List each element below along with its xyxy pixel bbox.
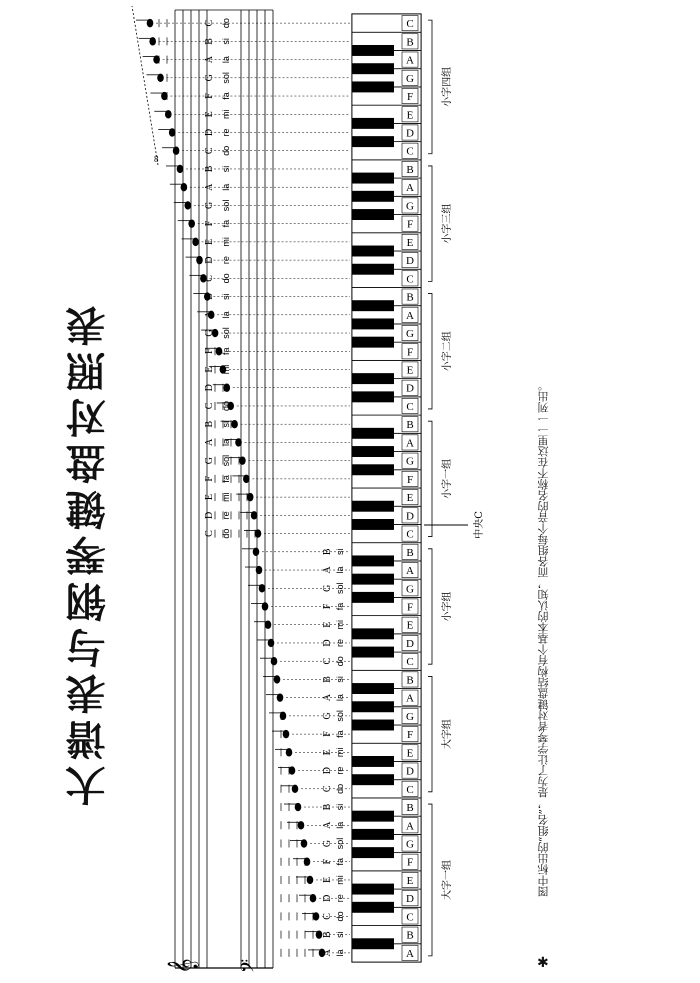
staff-note-solfege: fa (221, 219, 231, 228)
staff-note-solfege: fa (335, 730, 345, 738)
bass-clef-icon: 𝄢 (238, 958, 263, 974)
black-key (352, 264, 394, 275)
staff-note-solfege: la (335, 694, 345, 702)
white-key-label: F (406, 346, 414, 359)
staff-note-solfege: mi (335, 619, 345, 630)
white-key-label: E (406, 619, 414, 632)
white-key-label: C (406, 273, 414, 286)
group-label: 小字二组 (442, 331, 453, 372)
staff-note-solfege: fa (221, 475, 231, 483)
page-title: 大谱表与钢琴键盘对照表 (66, 300, 112, 806)
staff-note-letter: D (204, 511, 215, 519)
group-bracket (428, 20, 432, 154)
piano-keyboard (352, 14, 421, 962)
white-key-label: D (406, 893, 414, 906)
staff-note-letter: C (204, 402, 215, 410)
group-label: 大字组 (442, 719, 453, 750)
white-key-label: C (406, 400, 414, 413)
white-key-label: A (406, 54, 414, 67)
white-key-label: B (406, 929, 414, 942)
staff-note-letter: D (322, 639, 333, 647)
black-key (352, 391, 394, 402)
staff-note-letter: B (204, 293, 215, 300)
staff-note-solfege: la (335, 949, 345, 957)
staff-note-solfege: re (335, 766, 345, 775)
white-key-label: G (406, 710, 414, 723)
staff-note-letter: C (204, 275, 215, 282)
black-key (352, 519, 394, 530)
white-key-label: D (406, 765, 414, 778)
staff-note-solfege: do (221, 528, 231, 539)
staff-note-solfege: sol (221, 199, 231, 212)
staff-note-solfege: sol (335, 710, 345, 722)
staff-note-solfege: fa (335, 857, 345, 866)
black-key (352, 81, 394, 92)
staff-note-solfege: do (335, 656, 345, 667)
staff-note-solfege: si (221, 420, 231, 428)
staff-note-solfege: do (335, 783, 345, 794)
black-key (352, 246, 394, 257)
black-key (352, 63, 394, 74)
staff-note-solfege: mi (335, 875, 345, 885)
white-key-label: G (406, 328, 414, 341)
staff-note-letter: C (322, 913, 333, 920)
staff-note-letter: C (204, 530, 215, 537)
staff-note-solfege: do (221, 400, 231, 411)
black-key (352, 884, 394, 895)
staff-note-letter: B (204, 165, 215, 173)
staff-note-solfege: si (221, 38, 231, 45)
staff-note-letter: F (204, 476, 215, 482)
group-bracket (428, 676, 432, 791)
staff-note-letter: D (204, 128, 215, 137)
staff-note-solfege: mi (221, 492, 231, 502)
group-bracket (428, 294, 432, 409)
staff-note-letter: C (322, 785, 333, 793)
group-bracket (428, 421, 432, 536)
white-key-label: B (406, 802, 414, 815)
white-key-label: A (406, 820, 414, 833)
staff-note-letter: D (204, 384, 215, 392)
staff-note-letter: G (322, 712, 333, 720)
black-key (352, 756, 394, 767)
note-labels (204, 18, 345, 956)
white-key-label: B (406, 163, 414, 176)
staff-note-letter: G (204, 201, 215, 210)
black-key (352, 647, 394, 658)
white-key-label: A (406, 692, 414, 705)
white-key-label: G (406, 455, 414, 468)
staff-note-solfege: la (335, 566, 345, 574)
staff-note-letter: A (204, 55, 215, 64)
white-key-label: A (406, 309, 414, 322)
group-label: 小字四组 (442, 66, 453, 107)
staff-note-solfege: re (221, 511, 231, 520)
staff-note-letter: A (322, 566, 333, 574)
black-key (352, 446, 394, 457)
white-key-label: B (406, 291, 414, 304)
group-label: 小字一组 (442, 458, 453, 499)
black-key (352, 847, 394, 858)
black-key (352, 337, 394, 348)
black-key (352, 118, 394, 129)
staff-note-letter: C (204, 19, 215, 27)
staff-note-letter: A (204, 311, 215, 319)
staff-note-letter: B (322, 931, 333, 938)
staff-note-solfege: mi (221, 364, 231, 375)
staff-note-solfege: fa (221, 92, 231, 100)
staff-note-letter: E (204, 238, 215, 245)
black-key (352, 701, 394, 712)
grand-staff (132, 6, 273, 974)
staff-note-solfege: mi (221, 237, 231, 247)
staff-note-letter: E (322, 749, 333, 756)
staff-note-letter: D (204, 256, 215, 264)
staff-note-letter: G (204, 74, 215, 82)
staff-note-solfege: fa (221, 347, 231, 356)
white-key-label: C (406, 18, 414, 31)
staff-note-letter: A (322, 821, 333, 829)
staff-note-solfege: re (221, 256, 231, 265)
staff-note-letter: E (204, 494, 215, 501)
black-key (352, 136, 394, 147)
white-key-label: F (406, 729, 414, 742)
white-key-label: D (406, 127, 414, 140)
white-key-label: E (406, 364, 414, 377)
white-key-label: E (406, 236, 414, 249)
black-key (352, 191, 394, 202)
staff-note-letter: B (322, 676, 333, 683)
white-key-label: F (406, 91, 414, 104)
black-key (352, 774, 394, 785)
staff-note-solfege: si (335, 548, 345, 556)
staff-note-solfege: sol (221, 72, 231, 84)
white-key-label: E (406, 747, 414, 760)
white-key-label: B (406, 36, 414, 49)
white-key-label: E (406, 874, 414, 887)
staff-note-solfege: si (335, 803, 345, 811)
staff-note-solfege: mi (221, 109, 231, 120)
staff-note-letter: B (322, 803, 333, 811)
staff-note-solfege: do (221, 273, 231, 284)
white-key-label: E (406, 109, 414, 122)
white-key-label: A (406, 947, 414, 960)
black-key (352, 373, 394, 384)
staff-note-solfege: la (335, 821, 345, 829)
black-key (352, 173, 394, 184)
black-key (352, 811, 394, 822)
black-key (352, 318, 394, 329)
white-key-label: D (406, 255, 414, 268)
white-key-label: F (406, 856, 414, 869)
white-key-label: B (406, 546, 414, 559)
white-key-label: G (406, 838, 414, 851)
group-bracket (428, 804, 432, 956)
black-key (352, 938, 394, 949)
group-bracket (428, 166, 432, 281)
staff-note-letter: G (322, 584, 333, 592)
staff-note-solfege: la (221, 438, 231, 446)
white-key-label: F (406, 218, 414, 231)
staff-note-letter: E (322, 621, 333, 628)
staff-note-solfege: re (221, 383, 231, 392)
black-key (352, 720, 394, 731)
staff-note-solfege: la (221, 56, 231, 64)
black-key (352, 428, 394, 439)
black-key (352, 464, 394, 475)
white-key-label: E (406, 492, 414, 505)
staff-note-solfege: sol (335, 582, 345, 595)
staff-note-letter: A (204, 183, 215, 191)
staff-note-letter: F (204, 220, 215, 227)
staff-note-solfege: sol (221, 327, 231, 339)
white-key-label: A (406, 437, 414, 450)
staff-note-letter: A (322, 694, 333, 702)
staff-note-solfege: do (221, 18, 231, 29)
staff-note-solfege: sol (221, 454, 231, 467)
middle-c-label: 中央C (474, 511, 485, 539)
white-key-label: D (406, 637, 414, 650)
staff-note-solfege: si (335, 931, 345, 938)
staff-note-solfege: si (221, 165, 231, 173)
white-key-label: C (406, 656, 414, 669)
staff-note-solfege: re (335, 894, 345, 903)
staff-note-solfege: fa (335, 602, 345, 611)
staff-note-solfege: do (335, 911, 345, 922)
group-label: 大字一组 (442, 859, 453, 900)
white-key-label: G (406, 72, 414, 85)
black-key (352, 592, 394, 603)
staff-note-letter: G (204, 329, 215, 337)
staff-note-letter: C (204, 147, 215, 155)
white-key-label: D (406, 382, 414, 395)
staff-note-letter: B (204, 38, 215, 45)
white-key-label: D (406, 510, 414, 523)
white-key-label: F (406, 473, 414, 486)
staff-note-solfege: si (335, 676, 345, 683)
staff-note-solfege: si (221, 293, 231, 300)
white-key-label: C (406, 145, 414, 158)
staff-note-solfege: do (221, 145, 231, 156)
white-key-label: C (406, 911, 414, 924)
treble-clef-icon: 𝄞 (168, 958, 198, 974)
staff-notes (136, 19, 350, 957)
white-key-label: F (406, 601, 414, 614)
staff-note-letter: F (204, 348, 215, 355)
staff-note-solfege: re (335, 638, 345, 647)
black-key (352, 555, 394, 566)
staff-note-letter: F (322, 858, 333, 865)
black-key (352, 902, 394, 913)
white-key-label: A (406, 182, 414, 195)
group-label: 小字三组 (442, 203, 453, 244)
staff-note-letter: C (322, 657, 333, 665)
black-key (352, 683, 394, 694)
white-key-label: B (406, 674, 414, 687)
staff-note-letter: G (322, 839, 333, 848)
group-label: 小字组 (442, 591, 453, 622)
staff-note-letter: B (322, 548, 333, 556)
ottava-line (132, 6, 158, 165)
staff-note-letter: E (322, 876, 333, 884)
staff-note-letter: B (204, 420, 215, 428)
staff-note-letter: A (322, 949, 333, 957)
staff-note-solfege: sol (335, 837, 345, 850)
staff-note-solfege: la (221, 183, 231, 191)
staff-note-letter: F (204, 93, 215, 99)
footnote-star-icon: ✱ (537, 955, 549, 971)
staff-note-solfege: mi (335, 747, 345, 758)
black-key (352, 300, 394, 311)
staff-note-letter: E (204, 366, 215, 373)
staff-note-solfege: re (221, 128, 231, 137)
black-key (352, 574, 394, 585)
white-key-label: C (406, 783, 414, 796)
octave-groups (424, 20, 485, 956)
black-key (352, 45, 394, 56)
staff-note-solfege: la (221, 311, 231, 319)
black-key (352, 829, 394, 840)
staff-note-letter: D (322, 766, 333, 775)
white-key-label: B (406, 419, 414, 432)
staff-note-letter: G (204, 457, 215, 465)
black-key (352, 628, 394, 639)
white-key-label: G (406, 200, 414, 213)
staff-note-letter: D (322, 894, 333, 902)
footnote: 图中标出的“组名”，是为了让学琴者对键盘结构有个基本的认知，而各组每个音的名称不在这里一一列出。 (537, 380, 550, 898)
ottava-mark: 8 (154, 154, 159, 164)
staff-note-letter: A (204, 438, 215, 447)
staff-note-letter: F (322, 603, 333, 610)
black-key (352, 501, 394, 512)
group-bracket (428, 549, 432, 664)
white-key-label: C (406, 528, 414, 541)
white-key-label: A (406, 565, 414, 578)
staff-note-letter: F (322, 731, 333, 737)
black-key (352, 209, 394, 220)
staff-note-letter: E (204, 111, 215, 118)
white-key-label: G (406, 583, 414, 596)
